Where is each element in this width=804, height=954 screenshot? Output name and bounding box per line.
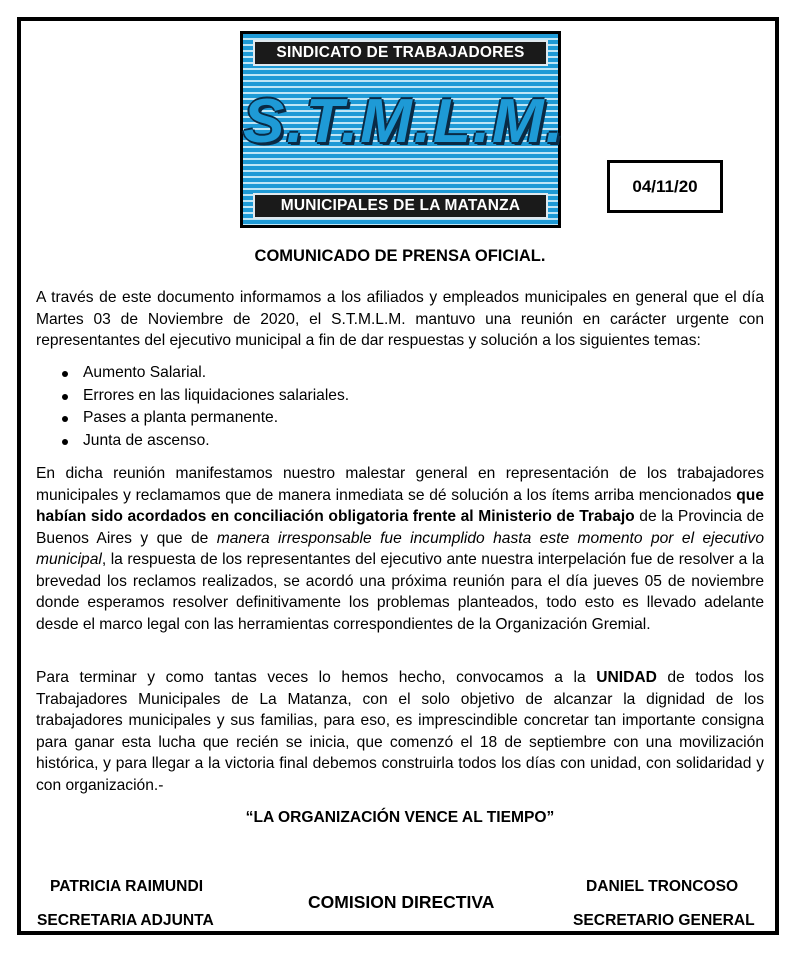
paragraph-text: de la Provincia de Buenos Aires y que de [36,508,764,547]
logo-bottom-text: MUNICIPALES DE LA MATANZA [253,193,548,219]
logo-stripes [243,34,565,225]
motto: “LA ORGANIZACIÓN VENCE AL TIEMPO” [245,809,555,826]
meeting-paragraph [36,463,764,635]
list-item: Errores en las liquidaciones salariales. [36,385,736,408]
list-item: Aumento Salarial. [36,362,736,385]
list-item: Junta de ascenso. [36,430,736,453]
document-title: COMUNICADO DE PRENSA OFICIAL. [254,247,546,265]
date-box: 04/11/20 [607,160,723,213]
bold-unidad: UNIDAD [596,669,657,686]
paragraph-text: de todos los Trabajadores Municipales de La Matanza, con el solo objetivo de alcanzar la dignidad de los trabajadores municipales y sus familias, para eso, es imprescindible concretar tan importante consigna para ganar esta lucha que recién se inicia, que comenzó el 18 de septiembre con una movilización histórica, y para llegar a la victoria final debemos construirla todos los días con unidad, con solidaridad y con organización.- [36,669,764,794]
signature-right-name: DANIEL TRONCOSO [586,878,739,895]
paragraph-text: Para terminar y como tantas veces lo hemos hecho, convocamos a la [36,669,597,686]
bold-statement: que habían sido acordados en conciliación obligatoria frente al Ministerio de Trabajo [36,486,764,525]
signature-left-role: SECRETARIA ADJUNTA [37,912,214,929]
logo-top-text: SINDICATO DE TRABAJADORES [253,40,548,66]
signature-left-name: PATRICIA RAIMUNDI [50,878,204,895]
paragraph-text: En dicha reunión manifestamos nuestro malestar general en representación de los trabajadores municipales y reclamamos que de manera inmediata se dé solución a los ítems arriba mencionados [36,465,764,504]
signature-center: COMISION DIRECTIVA [308,892,495,912]
closing-paragraph [36,667,764,796]
topics-list [36,362,736,452]
paragraph-text: , la respuesta de los representantes del ejecutivo ante nuestra interpelación fue de resolver a la brevedad los reclamos realizados, se acordó una próxima reunión para el día jueves 05 de noviembre donde esperamos resolver definitivamente los problemas planteados, todo esto es llevado adelante desde el marco legal con las herramientas correspondientes de la Organización Gremial. [36,551,764,633]
intro-paragraph: A través de este documento informamos a los afiliados y empleados municipales en general que el día Martes 03 de Noviembre de 2020, el S.T.M.L.M. mantuvo una reunión en carácter urgente con representantes del ejecutivo municipal a fin de dar respuestas y solución a los siguientes temas: [36,289,764,349]
signature-right-role: SECRETARIO GENERAL [573,912,755,929]
list-item: Pases a planta permanente. [36,407,736,430]
italic-statement: manera irresponsable fue incumplido hasta este momento por el ejecutivo municipal [36,529,764,568]
union-logo [240,31,565,228]
logo-acronym: S.T.M.L.M. [243,87,565,156]
